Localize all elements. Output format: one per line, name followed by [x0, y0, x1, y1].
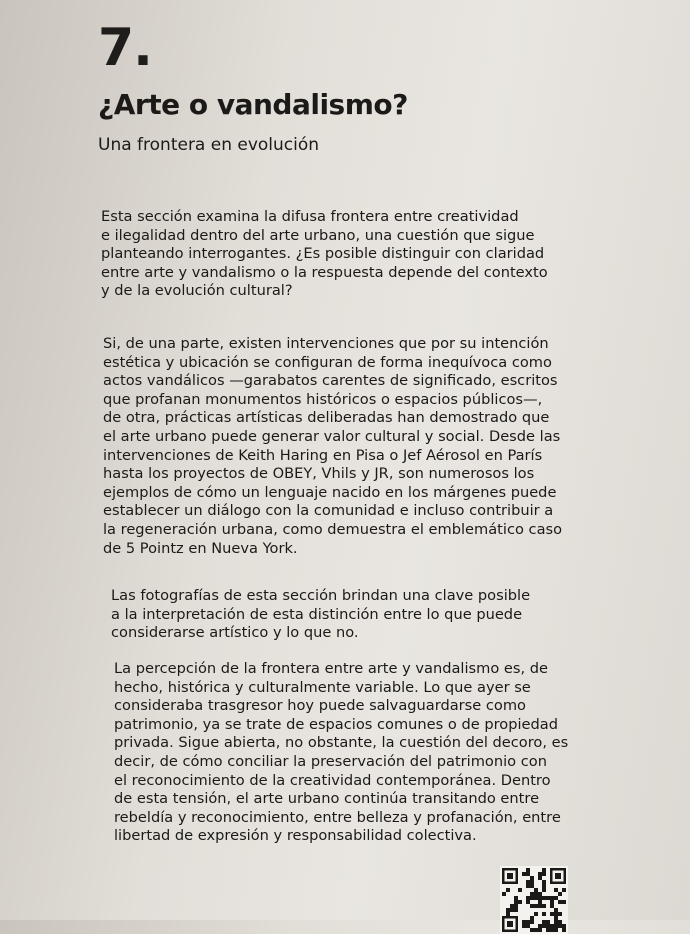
- text-line: rebeldía y reconocimiento, entre belleza y profanación, entre: [114, 808, 561, 826]
- section-subtitle: Una frontera en evolución: [98, 135, 320, 155]
- text-line: de 5 Pointz en Nueva York.: [103, 539, 298, 557]
- text-line: actos vandálicos —garabatos carentes de significado, escritos: [103, 372, 558, 390]
- qr-code-graphic: [500, 866, 568, 934]
- text-line: hecho, histórica y culturalmente variable. Lo que ayer se: [114, 678, 531, 696]
- text-line: la regeneración urbana, como demuestra el emblemático caso: [103, 520, 563, 538]
- text-line: el reconocimiento de la creatividad contemporánea. Dentro: [114, 771, 551, 789]
- text-line: entre arte y vandalismo o la respuesta depende del contexto: [101, 263, 548, 281]
- section-number: 7.: [98, 18, 152, 78]
- paragraph-perception: [114, 660, 634, 846]
- section-title: ¿Arte o vandalismo?: [98, 88, 408, 121]
- text-line: hasta los proyectos de OBEY, Vhils y JR, son numerosos los: [103, 465, 535, 483]
- text-line: Las fotografías de esta sección brindan una clave posible: [111, 587, 531, 604]
- text-line: libertad de expresión y responsabilidad colectiva.: [114, 827, 477, 845]
- text-line: intervenciones de Keith Haring en Pisa o Jef Aérosol en París: [103, 446, 543, 464]
- text-line: establecer un diálogo con la comunidad e incluso contribuir a: [103, 502, 554, 520]
- text-line: considerarse artístico y lo que no.: [111, 624, 359, 642]
- paragraph-intro: [101, 208, 621, 301]
- text-line: de esta tensión, el arte urbano continúa transitando entre: [114, 790, 540, 808]
- text-line: e ilegalidad dentro del arte urbano, una cuestión que sigue: [101, 226, 535, 244]
- text-line: decir, de cómo conciliar la preservación del patrimonio con: [114, 752, 547, 770]
- text-line: y de la evolución cultural?: [101, 282, 293, 300]
- text-line: consideraba trasgresor hoy puede salvaguardarse como: [114, 697, 526, 715]
- text-line: el arte urbano puede generar valor cultural y social. Desde las: [103, 427, 561, 445]
- text-line: Esta sección examina la difusa frontera entre creatividad: [101, 208, 519, 225]
- text-line: privada. Sigue abierta, no obstante, la cuestión del decoro, es: [114, 734, 569, 752]
- text-line: patrimonio, ya se trate de espacios comunes o de propiedad: [114, 715, 558, 733]
- paragraph-examples: [103, 335, 623, 558]
- text-line: La percepción de la frontera entre arte y vandalismo es, de: [114, 660, 549, 677]
- text-line: Si, de una parte, existen intervenciones que por su intención: [103, 335, 549, 352]
- qr-code-icon[interactable]: [500, 866, 568, 934]
- text-line: a la interpretación de esta distinción entre lo que puede: [111, 605, 523, 623]
- text-line: de otra, prácticas artísticas deliberadas han demostrado que: [103, 409, 550, 427]
- paragraph-photographs: [111, 587, 631, 643]
- text-line: ejemplos de cómo un lenguaje nacido en los márgenes puede: [103, 483, 557, 501]
- text-line: planteando interrogantes. ¿Es posible distinguir con claridad: [101, 245, 545, 263]
- text-line: que profanan monumentos históricos o espacios públicos—,: [103, 390, 543, 408]
- text-line: estética y ubicación se configuran de forma inequívoca como: [103, 353, 552, 371]
